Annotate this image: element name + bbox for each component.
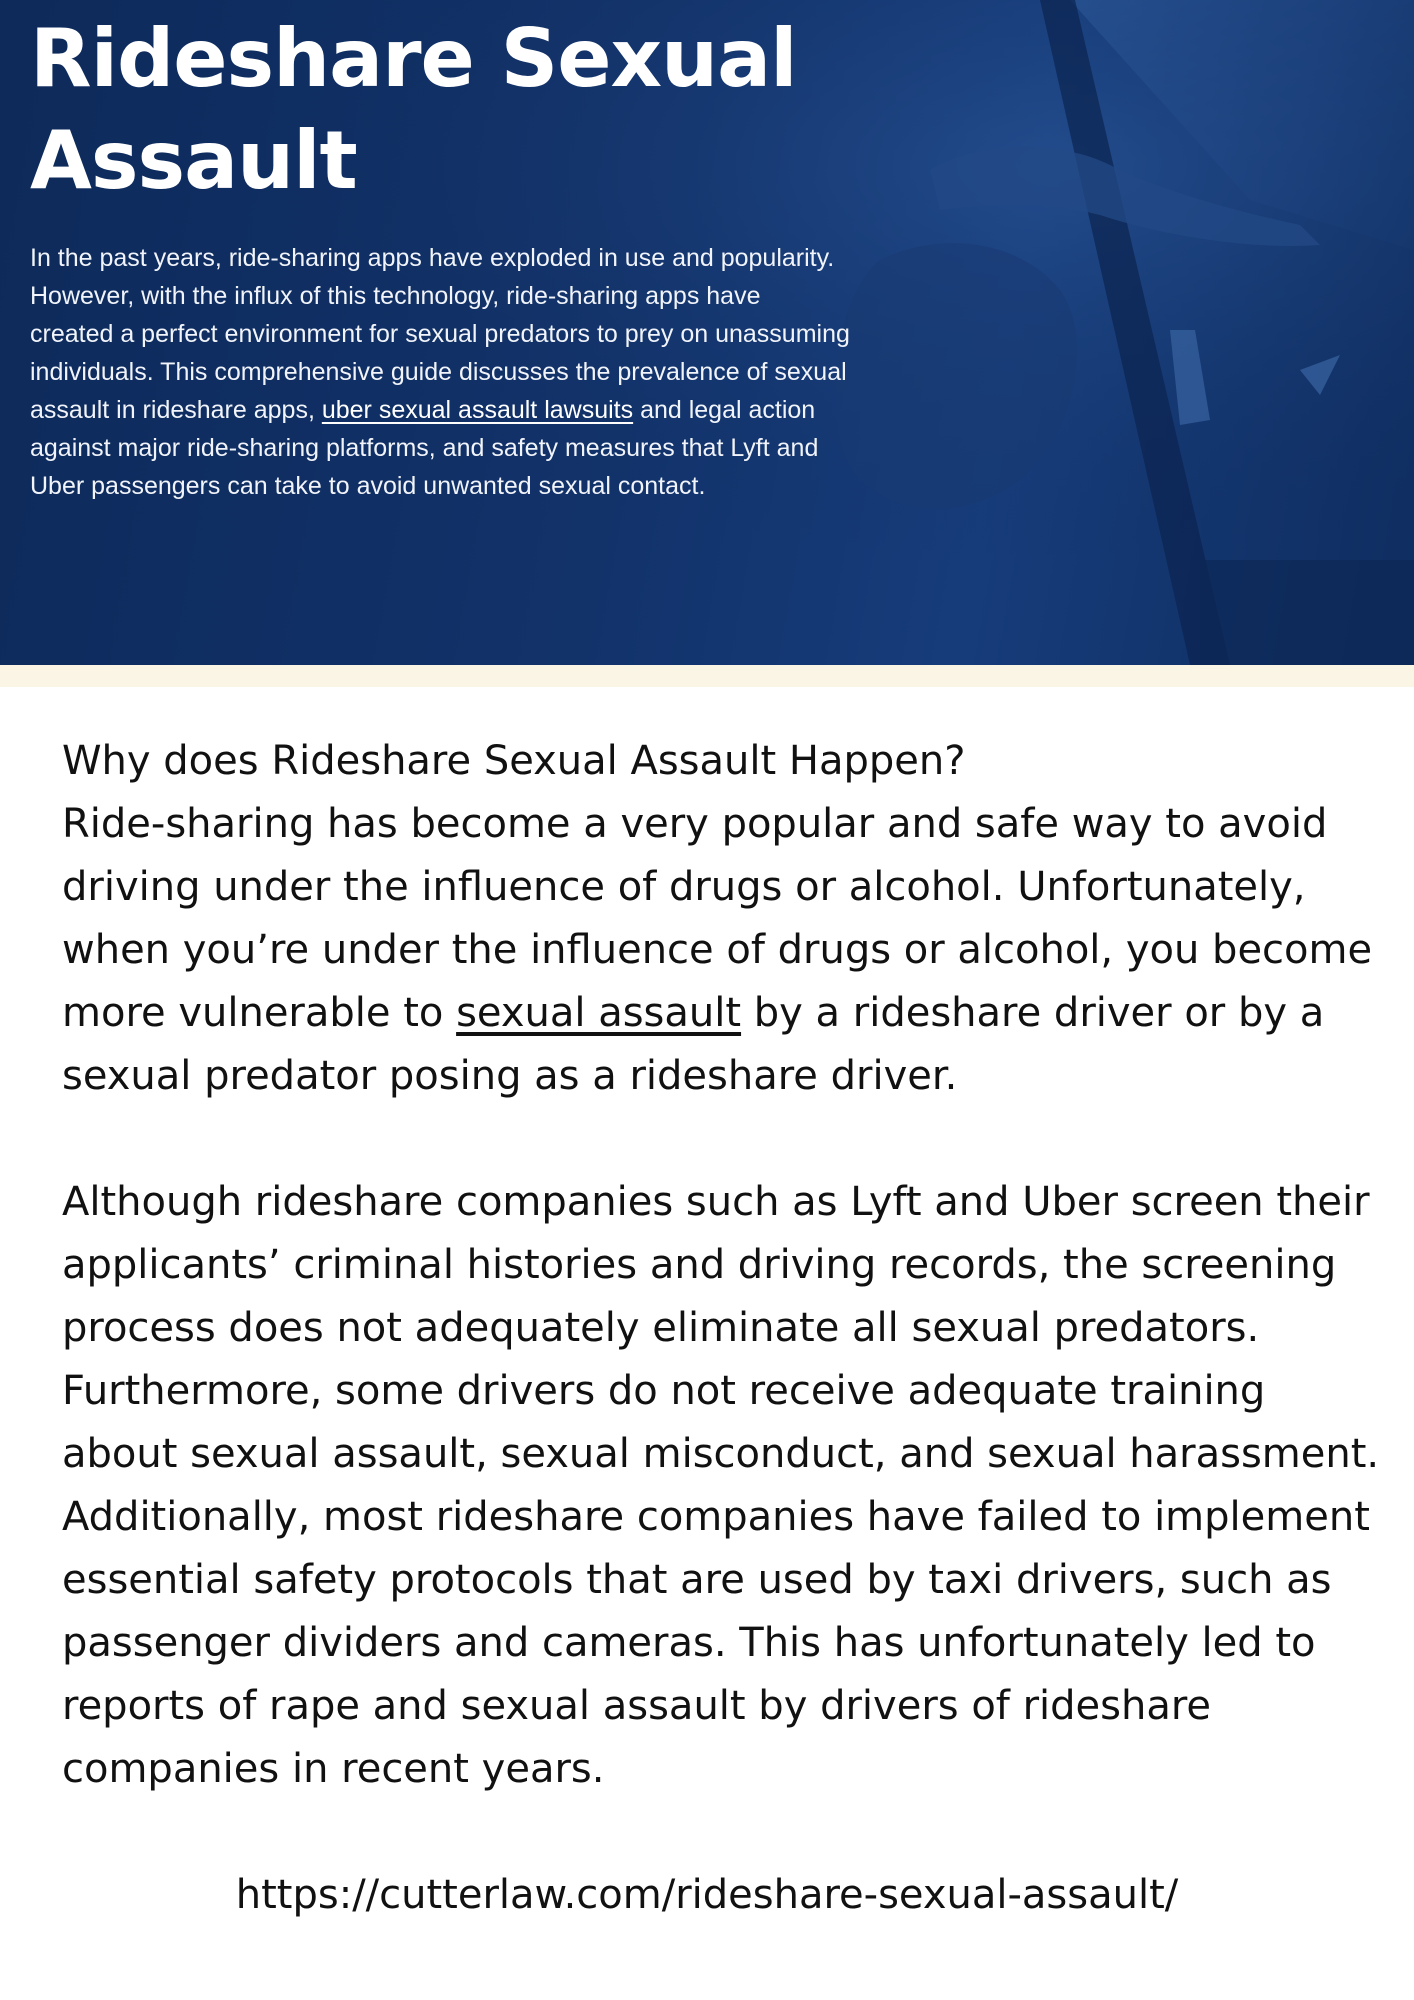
intro-text-part-2: and legal action against major ride-sharing platforms, and safety measures that Lyft and Uber passengers can take to avoid unwanted sexual contact.: [30, 396, 819, 500]
article-heading: Why does Rideshare Sexual Assault Happen?: [62, 738, 966, 784]
source-url: https://cutterlaw.com/rideshare-sexual-assault/: [235, 1872, 1179, 1918]
sexual-assault-link[interactable]: sexual assault: [456, 990, 742, 1036]
paragraph-1-part-1: Ride-sharing has become a very popular and safe way to avoid driving under the influence of drugs or alcohol. Unfortunately, when you’re under the influence of drugs or alcohol, you become more vulnerable to: [62, 801, 1373, 1036]
section-divider: [0, 665, 1414, 687]
uber-lawsuits-link[interactable]: uber sexual assault lawsuits: [321, 396, 634, 424]
title-line-2: Assault: [30, 114, 357, 207]
article-paragraph-1: [62, 793, 1382, 1108]
paragraph-1-part-2: by a rideshare driver or by a sexual predator posing as a rideshare driver.: [62, 990, 1325, 1099]
paragraph-spacer: [62, 1108, 1382, 1171]
title-line-1: Rideshare Sexual: [30, 12, 797, 105]
article-body: [62, 730, 1382, 1801]
hero-intro-text: [30, 239, 850, 505]
hero-banner: [0, 0, 1414, 665]
page-title: [30, 8, 910, 212]
intro-text-part-1: In the past years, ride-sharing apps have exploded in use and popularity. However, with the influx of this technology, ride-sharing apps have created a perfect environment for sexual predators to prey on unassuming individuals. This comprehensive guide discusses the prevalence of sexual assault in rideshare apps,: [30, 244, 850, 424]
article-paragraph-2: Although rideshare companies such as Lyft and Uber screen their applicants’ criminal histories and driving records, the screening process does not adequately eliminate all sexual predators. Furthermore, some drivers do not receive adequate training about sexual assault, sexual misconduct, and sexual harassment. Additionally, most rideshare companies have failed to implement essential safety protocols that are used by taxi drivers, such as passenger dividers and cameras. This has unfortunately led to reports of rape and sexual assault by drivers of rideshare companies in recent years.: [62, 1179, 1380, 1792]
